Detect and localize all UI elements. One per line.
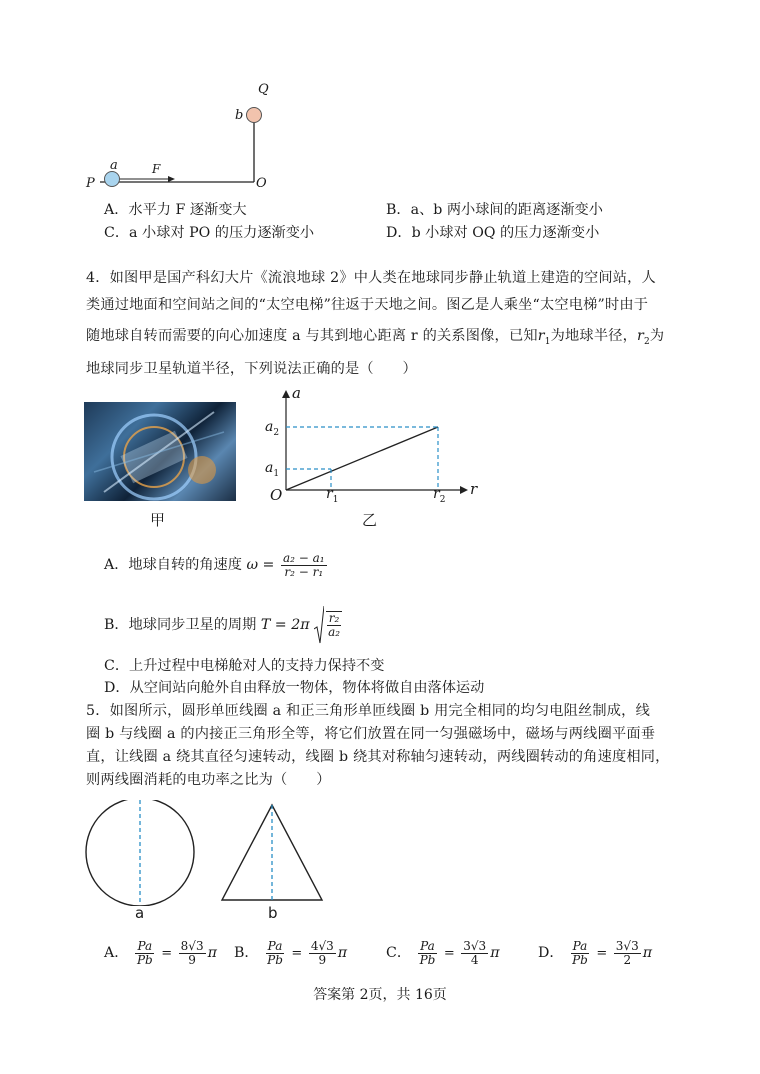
q4-stem-line4: 地球同步卫星轨道半径，下列说法正确的是（ ） [86,361,417,377]
graph-label-a1 [265,460,279,479]
graph-label-r1 [326,486,338,505]
q5-option-c-letter: C． [386,945,412,962]
caption-jia: 甲 [150,511,166,529]
r-axis-arrow-icon [460,486,468,494]
q4-line3-part2: 为地球半径， [550,328,637,344]
pi-symbol: π [642,945,653,962]
q3-figure [80,78,280,198]
period-denominator: a₂ [328,625,341,639]
r1-symbol: r [326,486,333,502]
omega-formula: ω = [246,557,275,574]
q4-stem-line1: 4．如图甲是国产科幻大片《流浪地球 2》中人类在地球同步静止轨道上建造的空间站，人 [86,270,656,286]
q5-option-c: C． $\frac{Pa}{Pb}$ = $\frac{3√3}{4}$ π [386,939,500,967]
q4-option-a-text: A．地球自转的角速度 [104,557,242,574]
r2-subscript: 2 [439,494,446,505]
symbol-r1: r [537,328,545,344]
sqrt-expression [314,605,344,645]
value-fraction [179,940,206,966]
coil-b-figure [218,803,328,903]
q5-option-d-letter: D． [538,945,564,962]
power-ratio [570,940,590,966]
q3-option-b: B．a、b 两小球间的距离逐渐变小 [386,202,603,218]
arrowhead-icon [168,176,175,182]
value-fraction [461,940,488,966]
period-fraction [326,611,342,638]
label-p: P [86,176,95,191]
q5-stem-line3: 直，让线圈 a 绕其直径匀速转动，线圈 b 绕其对称轴匀速转动，两线圈转动的角速度相同， [86,749,670,765]
period-formula: T = 2π [260,617,310,633]
period-numerator: r₂ [328,611,340,626]
pi-symbol: π [207,945,217,962]
graph-label-a: a [292,384,301,402]
space-elevator-photo [84,402,236,501]
pi-symbol: π [337,945,348,962]
ratio-num: Pa [572,939,588,953]
q5-stem-line4: 则两线圈消耗的电功率之比为（ ） [86,772,331,788]
ratio-den: Pb [136,952,153,967]
q5-stem-line2: 圈 b 与线圈 a 的内接正三角形全等，将它们放置在同一匀强磁场中，磁场与两线圈平面垂 [86,726,656,742]
value-fraction [614,940,641,966]
a1-subscript: 1 [273,468,280,479]
r1-subscript: 1 [332,494,339,505]
q4-option-c: C．上升过程中电梯舱对人的支持力保持不变 [104,658,385,674]
q5-option-b: B． $\frac{Pa}{Pb}$ = $\frac{4√3}{9}$ π [234,939,348,967]
power-ratio [265,940,285,966]
a-r-graph [262,386,482,511]
ratio-num: Pa [267,939,283,953]
q4-stem-line3: 随地球自转而需要的向心加速度 a 与其到地心距离 r 的关系图像，已知$r_1$为地球半径，$r_2$为 [86,328,665,347]
value-fraction [309,940,336,966]
caption-coil-b: b [268,904,278,922]
q5-stem-line1: 5．如图所示，圆形单匝线圈 a 和正三角形单匝线圈 b 用完全相同的均匀电阻丝制成，线 [86,703,650,719]
power-ratio [418,940,438,966]
value-den: 2 [623,952,632,967]
value-den: 4 [470,952,479,967]
q5-option-b-letter: B． [234,945,259,962]
a-axis-arrow-icon [282,390,290,398]
value-num: 3√3 [615,939,639,953]
q5-option-a-letter: A． [104,945,129,962]
a2-subscript: 2 [273,427,280,438]
q4-option-b [104,605,344,645]
sqrt-icon [314,605,324,645]
a1-symbol: a [265,460,274,476]
graph-label-a2 [265,419,279,438]
ratio-den: Pb [267,952,283,967]
omega-fraction [281,552,327,578]
q4-option-a [104,552,329,578]
value-num: 3√3 [463,939,487,953]
q4-option-b-text: B．地球同步卫星的周期 [104,617,257,633]
label-f: F [152,162,161,176]
q5-option-d: D． $\frac{Pa}{Pb}$ = $\frac{3√3}{2}$ π [538,939,653,967]
value-den: 9 [188,952,196,967]
q4-line3-part3: 为 [649,328,665,344]
caption-coil-a: a [135,904,145,922]
ratio-num: Pa [137,939,153,953]
graph-label-r: r [470,480,478,498]
r2-symbol: r [433,486,440,502]
q5-option-a: A． $\frac{Pa}{Pb}$ = $\frac{8√3}{9}$ π [104,939,217,967]
value-num: 4√3 [310,939,334,953]
ball-a [105,172,120,187]
pi-symbol: π [490,945,500,962]
q4-line3-part1: 随地球自转而需要的向心加速度 a 与其到地心距离 r 的关系图像，已知 [86,328,538,344]
value-num: 8√3 [180,939,204,953]
label-a: a [110,158,118,173]
coil-a-figure [82,800,200,906]
q4-option-d: D．从空间站向舱外自由释放一物体，物体将做自由落体运动 [104,680,485,696]
ball-b [247,108,262,123]
symbol-r2: r [636,328,644,344]
q3-option-a: A．水平力 F 逐渐变大 [104,202,247,218]
ratio-num: Pa [420,939,435,953]
ratio-den: Pb [572,952,588,967]
a-r-line [286,427,438,490]
label-q: Q [258,82,269,97]
q3-option-c: C．a 小球对 PO 的压力逐渐变小 [104,225,315,241]
label-b: b [235,108,244,123]
photo-illustration [84,402,236,501]
value-den: 9 [318,952,327,967]
graph-label-r2 [433,486,445,505]
a2-symbol: a [265,419,274,435]
q4-stem-line2: 类通过地面和空间站之间的“太空电梯”往返于天地之间。图乙是人乘坐“太空电梯”时由于 [86,297,649,313]
graph-label-o: O [270,486,283,504]
omega-numerator: a₂ − a₁ [282,551,325,565]
label-o: O [256,176,267,191]
ratio-den: Pb [419,952,436,967]
page-footer: 答案第 2页，共 16页 [313,987,447,1003]
omega-denominator: r₂ − r₁ [284,564,324,579]
caption-yi: 乙 [362,511,378,529]
power-ratio [135,940,155,966]
q3-option-d: D．b 小球对 OQ 的压力逐渐变小 [386,225,600,241]
